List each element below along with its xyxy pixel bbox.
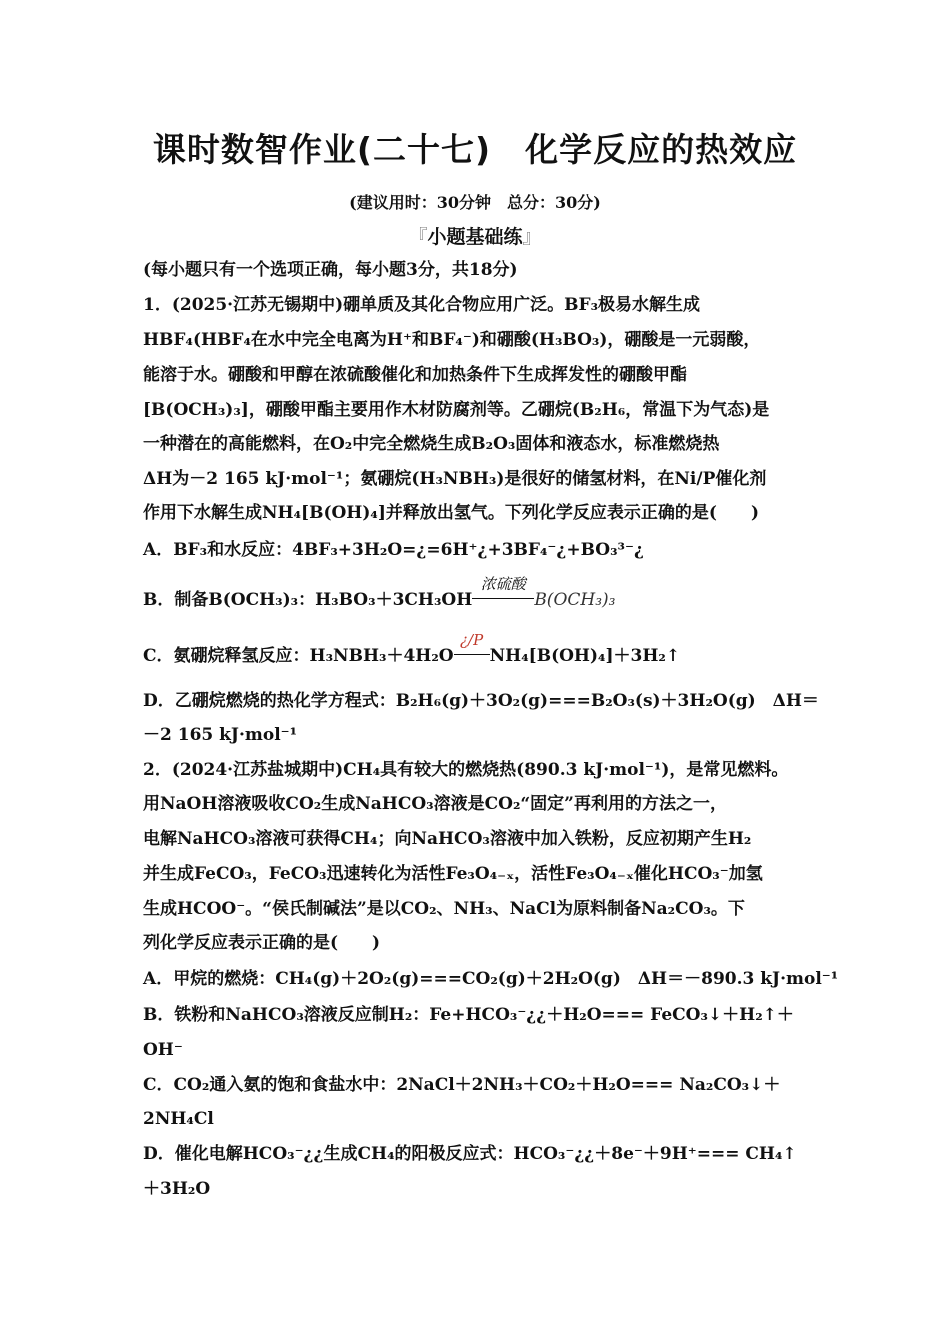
q1-option-d-line-2: －2 165 kJ·mol⁻¹ [143,725,298,745]
q1-option-c-reactants: C．氨硼烷释氢反应：H₃NBH₃＋4H₂O [143,646,454,666]
q1-stem-line-2: HBF₄(HBF₄在水中完全电离为H⁺和BF₄⁻)和硼酸(H₃BO₃)，硼酸是一元弱酸， [143,330,761,350]
q2-option-a: A．甲烷的燃烧：CH₄(g)＋2O₂(g)===CO₂(g)＋2H₂O(g) ΔH＝－890.3 kJ·mol⁻¹ [143,969,839,989]
q2-stem-line-6: 列化学反应表示正确的是( ) [143,933,381,953]
reaction-bar [472,598,534,599]
left-bracket-icon: 『 [408,226,428,248]
q1-stem-line-4: [B(OCH₃)₃]，硼酸甲酯主要用作木材防腐剂等。乙硼烷(B₂H₆，常温下为气态)是 [143,400,770,420]
q2-option-b-line-2: OH⁻ [143,1040,183,1060]
reaction-arrow-condition [454,631,490,668]
q2-stem-line-2: 用NaOH溶液吸收CO₂生成NaHCO₃溶液是CO₂“固定”再利用的方法之一， [143,794,727,814]
instructions: (每小题只有一个选项正确，每小题3分，共18分) [143,260,518,280]
q2-option-d-line-1: D．催化电解HCO₃⁻¿¿生成CH₄的阳极反应式：HCO₃⁻¿¿＋8e⁻＋9H⁺=== CH₄↑ [143,1144,797,1164]
q1-stem-line-6: ΔH为－2 165 kJ·mol⁻¹；氨硼烷(H₃NBH₃)是很好的储氢材料，在Ni/P催化剂 [143,469,767,489]
q1-option-d-line-1: D．乙硼烷燃烧的热化学方程式：B₂H₆(g)＋3O₂(g)===B₂O₃(s)＋3H₂O(g) ΔH＝ [143,691,819,711]
q2-option-c-line-1: C．CO₂通入氨的饱和食盐水中：2NaCl＋2NH₃＋CO₂＋H₂O=== Na₂CO₃↓＋ [143,1075,781,1095]
q2-option-c-line-2: 2NH₄Cl [143,1109,214,1129]
q1-option-b [143,575,823,612]
q1-option-c-products: NH₄[B(OH)₄]＋3H₂↑ [489,646,681,666]
q2-option-b-line-1: B．铁粉和NaHCO₃溶液反应制H₂：Fe+HCO₃⁻¿¿＋H₂O=== FeCO₃↓＋H₂↑＋ [143,1005,794,1025]
q2-stem-line-4: 并生成FeCO₃，FeCO₃迅速转化为活性Fe₃O₄₋ₓ，活性Fe₃O₄₋ₓ催化HCO₃⁻加氢 [143,864,763,884]
q1-stem-line-5: 一种潜在的高能燃料，在O₂中完全燃烧生成B₂O₃固体和液态水，标准燃烧热 [143,434,720,454]
q1-stem-line-3: 能溶于水。硼酸和甲醇在浓硫酸催化和加热条件下生成挥发性的硼酸甲酯 [143,365,687,385]
q1-option-a: A．BF₃和水反应：4BF₃+3H₂O=¿=6H⁺¿+3BF₄⁻¿+BO₃³⁻¿ [143,540,644,560]
q2-stem-line-1: 2．(2024·江苏盐城期中)CH₄具有较大的燃烧热(890.3 kJ·mol⁻¹)，是常见燃料。 [143,760,789,780]
q2-stem-line-3: 电解NaHCO₃溶液可获得CH₄；向NaHCO₃溶液中加入铁粉，反应初期产生H₂ [143,829,752,849]
right-bracket-icon: 』 [522,226,542,248]
q2-option-d-line-2: ＋3H₂O [143,1179,211,1199]
catalyst-label: ¿/P [460,631,484,649]
q1-stem-line-1: 1．(2025·江苏无锡期中)硼单质及其化合物应用广泛。BF₃极易水解生成 [143,295,701,315]
time-and-score-note: (建议用时：30分钟 总分：30分) [349,193,601,212]
q1-option-b-reactants: B．制备B(OCH₃)₃：H₃BO₃＋3CH₃OH [143,590,473,610]
q1-stem-line-7: 作用下水解生成NH₄[B(OH)₄]并释放出氢气。下列化学反应表示正确的是( ) [143,503,759,523]
catalyst-label: 浓硫酸 [480,575,526,593]
q1-option-c [143,631,823,668]
section-label: 小题基础练 [427,226,523,248]
q1-option-b-product: B(OCH₃)₃ [534,590,616,610]
section-heading [0,222,950,249]
reaction-arrow-condition [472,575,534,612]
page-title: 课时数智作业(二十七) 化学反应的热效应 [152,130,798,169]
q2-stem-line-5: 生成HCOO⁻。“侯氏制碱法”是以CO₂、NH₃、NaCl为原料制备Na₂CO₃。下 [143,899,745,919]
reaction-bar [454,654,490,655]
